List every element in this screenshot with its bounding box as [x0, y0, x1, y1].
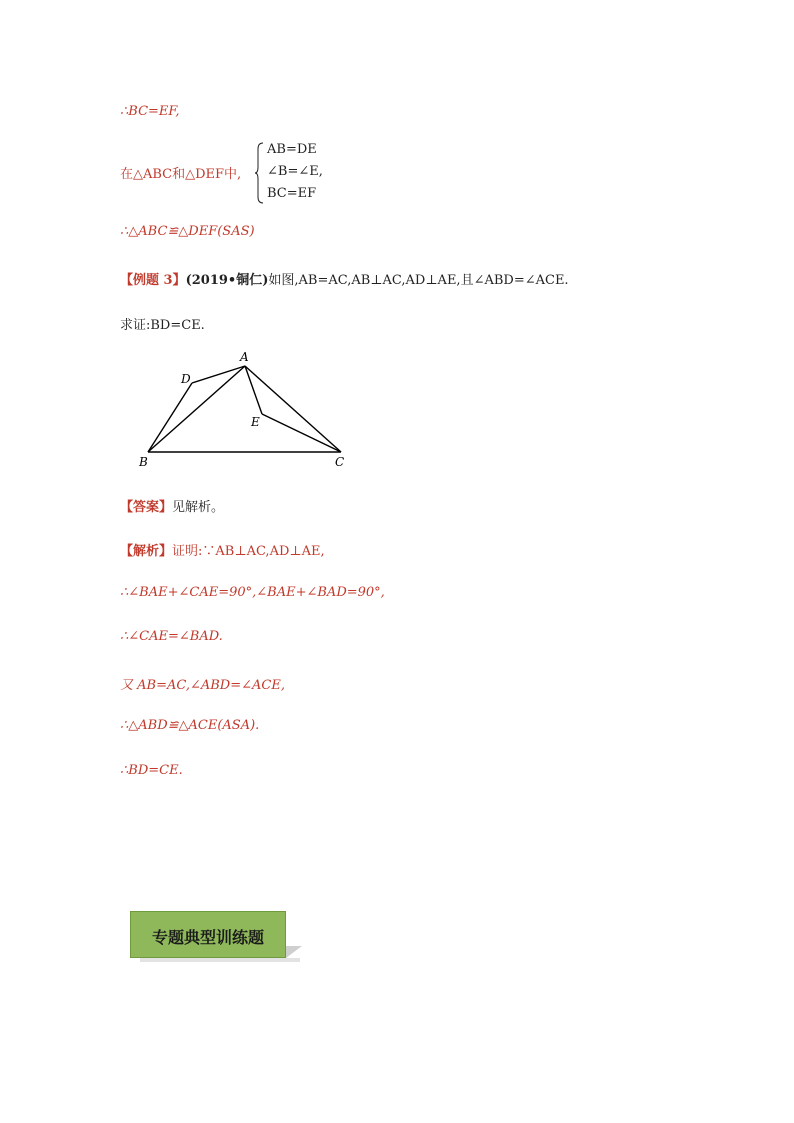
label-e: E: [251, 415, 260, 429]
banner-corner-shadow: [286, 946, 302, 958]
answer-line: [120, 496, 224, 515]
equation-system: [255, 141, 355, 205]
proof-step-5: ∴BD=CE.: [120, 763, 183, 778]
example-3-statement: [120, 269, 569, 288]
segment-bd: [148, 383, 192, 452]
analysis-text: 证明:∵AB⊥AC,AD⊥AE,: [172, 544, 325, 559]
segment-ec: [262, 414, 341, 452]
segment-ac: [245, 366, 341, 452]
example-source: (2019•铜仁): [185, 273, 269, 288]
system-eq-3: BC=EF: [267, 186, 317, 201]
section-banner: [130, 911, 286, 958]
example-text: 如图,AB=AC,AB⊥AC,AD⊥AE,且∠ABD=∠ACE.: [268, 273, 569, 288]
analysis-line: [120, 540, 325, 559]
example-tag: 【例题 3】: [120, 273, 186, 288]
proof-step-1: ∴∠BAE+∠CAE=90°,∠BAE+∠BAD=90°,: [120, 585, 385, 600]
proof-step-4: ∴△ABD≌△ACE(ASA).: [120, 718, 260, 733]
label-b: B: [139, 455, 148, 469]
conclusion-bc-ef: ∴BC=EF,: [120, 104, 180, 119]
label-a: A: [240, 350, 249, 364]
congruence-sas: ∴△ABC≌△DEF(SAS): [120, 224, 255, 239]
proof-step-2: ∴∠CAE=∠BAD.: [120, 629, 223, 644]
label-c: C: [335, 455, 345, 469]
analysis-tag: 【解析】: [120, 544, 173, 559]
answer-text: 见解析。: [172, 500, 225, 515]
left-brace-icon: [255, 141, 265, 205]
geometry-figure: [130, 348, 360, 473]
proof-step-3: 又 AB=AC,∠ABD=∠ACE,: [120, 678, 285, 693]
answer-tag: 【答案】: [120, 500, 173, 515]
segment-ba: [148, 366, 245, 452]
segment-da: [192, 366, 245, 383]
label-d: D: [181, 372, 191, 386]
system-eq-1: AB=DE: [267, 142, 317, 157]
system-eq-2: ∠B=∠E,: [267, 164, 323, 179]
banner-shadow: [140, 958, 300, 962]
triangle-intro: 在△ABC和△DEF中,: [120, 167, 242, 182]
section-banner-title: 专题典型训练题: [151, 928, 264, 947]
prove-statement: 求证:BD=CE.: [120, 318, 205, 333]
